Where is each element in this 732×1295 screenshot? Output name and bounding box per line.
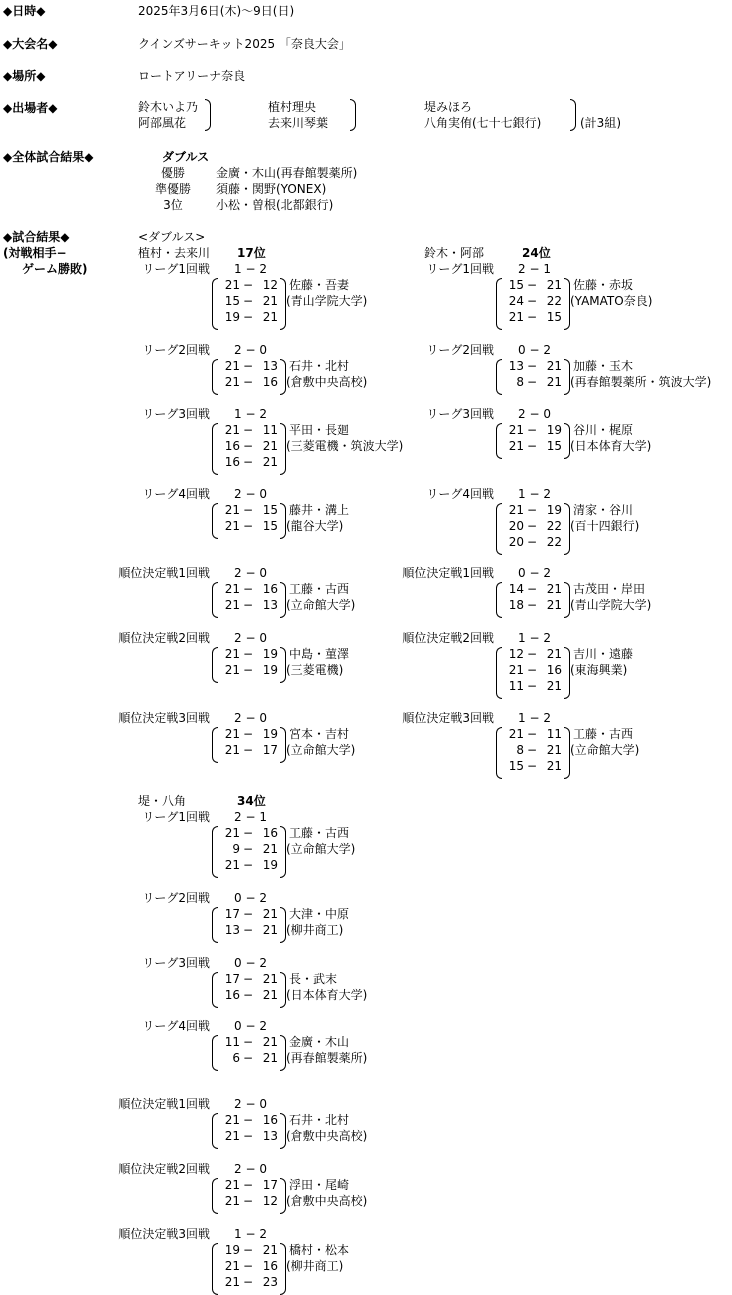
pair-3-player-1: 堤みほろ: [424, 100, 473, 114]
match-round: リーグ2回戦: [142, 891, 210, 905]
opponent-team: (倉敷中央高校): [286, 1194, 368, 1208]
score-separator: −: [242, 375, 254, 389]
match-round: リーグ3回戦: [142, 956, 210, 970]
game-score-own: 21: [224, 647, 240, 661]
opponent-names: 工藤・古西: [289, 582, 350, 596]
score-separator: −: [526, 727, 538, 741]
opponent-names: 吉川・遠藤: [573, 647, 634, 661]
game-score-opponent: 16: [262, 826, 278, 840]
results-label: ◆試合結果◆: [3, 230, 70, 244]
match-result: 2 − 0: [234, 566, 267, 580]
game-score-own: 17: [224, 972, 240, 986]
game-score-opponent: 21: [262, 988, 278, 1002]
opponent-names: 長・武末: [289, 972, 338, 986]
match-result: 1 − 2: [518, 487, 551, 501]
match-result: 1 − 2: [234, 262, 267, 276]
pair-2-bracket: [350, 99, 356, 131]
opponent-team: (三菱電機): [286, 663, 344, 677]
opponent-team: (再春館製薬所・筑波大学): [570, 375, 712, 389]
game-score-own: 19: [224, 310, 240, 324]
opponent-names: 大津・中原: [289, 907, 350, 921]
match-round: 順位決定戦2回戦: [118, 631, 210, 645]
game-score-own: 20: [508, 535, 524, 549]
game-score-own: 21: [224, 278, 240, 292]
game-score-own: 13: [508, 359, 524, 373]
match-result: 0 − 2: [234, 891, 267, 905]
game-score-opponent: 21: [262, 972, 278, 986]
score-separator: −: [526, 759, 538, 773]
overall-names-3: 小松・曽根(北都銀行): [216, 198, 334, 212]
game-score-opponent: 21: [546, 598, 562, 612]
overall-names-2: 須藤・関野(YONEX): [216, 182, 327, 196]
match-result: 1 − 2: [234, 1227, 267, 1241]
score-separator: −: [242, 294, 254, 308]
game-score-own: 21: [224, 359, 240, 373]
match-round: 順位決定戦1回戦: [118, 1097, 210, 1111]
score-separator: −: [242, 1178, 254, 1192]
team-3-rank: 34位: [237, 794, 266, 808]
pair-3-bracket: [570, 99, 576, 131]
game-score-own: 21: [224, 1259, 240, 1273]
game-score-own: 21: [224, 1129, 240, 1143]
game-score-own: 21: [508, 310, 524, 324]
match-round: リーグ4回戦: [142, 487, 210, 501]
match-round: 順位決定戦2回戦: [402, 631, 494, 645]
match-round: リーグ1回戦: [426, 262, 494, 276]
opponent-team: (立命館大学): [286, 743, 356, 757]
game-score-opponent: 15: [262, 519, 278, 533]
match-round: リーグ3回戦: [142, 407, 210, 421]
opponent-names: 谷川・梶原: [573, 423, 634, 437]
score-separator: −: [242, 743, 254, 757]
team-1-name: 植村・去来川: [138, 246, 211, 260]
game-score-opponent: 21: [262, 842, 278, 856]
score-separator: −: [242, 647, 254, 661]
game-score-own: 15: [508, 278, 524, 292]
score-separator: −: [242, 842, 254, 856]
opponent-names: 中島・菫澤: [289, 647, 350, 661]
match-result: 2 − 0: [234, 1162, 267, 1176]
score-separator: −: [526, 519, 538, 533]
score-separator: −: [242, 310, 254, 324]
opponent-names: 金廣・木山: [289, 1035, 350, 1049]
opponent-team: (柳井商工): [286, 923, 344, 937]
opponent-names: 石井・北村: [289, 1113, 350, 1127]
match-round: リーグ1回戦: [142, 810, 210, 824]
match-result: 2 − 0: [234, 1097, 267, 1111]
game-score-own: 21: [224, 663, 240, 677]
game-score-opponent: 22: [546, 519, 562, 533]
score-separator: −: [242, 858, 254, 872]
game-score-opponent: 16: [546, 663, 562, 677]
opponent-team: (青山学院大学): [286, 294, 368, 308]
game-score-own: 8: [516, 375, 524, 389]
game-score-own: 21: [224, 727, 240, 741]
score-separator: −: [526, 679, 538, 693]
game-score-own: 16: [224, 988, 240, 1002]
match-result: 2 − 1: [518, 262, 551, 276]
score-separator: −: [242, 1129, 254, 1143]
game-score-own: 15: [508, 759, 524, 773]
score-separator: −: [242, 923, 254, 937]
game-score-opponent: 16: [262, 1113, 278, 1127]
venue-value: ロートアリーナ奈良: [138, 69, 246, 83]
game-score-own: 11: [224, 1035, 240, 1049]
opponent-team: (立命館大学): [286, 598, 356, 612]
players-total: (計3組): [580, 116, 621, 130]
overall-category: ダブルス: [162, 150, 210, 164]
pair-2-player-1: 植村理央: [268, 100, 317, 114]
game-score-own: 21: [224, 375, 240, 389]
game-score-own: 21: [224, 1113, 240, 1127]
game-score-opponent: 19: [262, 663, 278, 677]
game-score-own: 18: [508, 598, 524, 612]
score-separator: −: [242, 1051, 254, 1065]
date-label: ◆日時◆: [3, 4, 46, 18]
game-score-opponent: 16: [262, 582, 278, 596]
match-result: 2 − 0: [234, 487, 267, 501]
game-score-opponent: 21: [546, 679, 562, 693]
game-score-own: 11: [508, 679, 524, 693]
game-score-opponent: 21: [262, 455, 278, 469]
game-score-opponent: 15: [546, 439, 562, 453]
game-score-opponent: 21: [546, 759, 562, 773]
game-score-opponent: 13: [262, 598, 278, 612]
opponent-team: (日本体育大学): [570, 439, 652, 453]
game-score-opponent: 13: [262, 1129, 278, 1143]
game-score-own: 21: [224, 423, 240, 437]
date-value: 2025年3月6日(木)〜9日(日): [138, 4, 295, 18]
score-separator: −: [526, 503, 538, 517]
game-score-opponent: 11: [262, 423, 278, 437]
score-separator: −: [242, 1259, 254, 1273]
game-score-opponent: 21: [262, 439, 278, 453]
match-result: 1 − 2: [518, 711, 551, 725]
game-score-opponent: 13: [262, 359, 278, 373]
score-separator: −: [242, 907, 254, 921]
game-score-opponent: 19: [262, 858, 278, 872]
score-separator: −: [526, 647, 538, 661]
score-separator: −: [242, 1113, 254, 1127]
score-separator: −: [526, 439, 538, 453]
score-separator: −: [242, 278, 254, 292]
opponent-names: 佐藤・吾妻: [289, 278, 350, 292]
score-separator: −: [242, 727, 254, 741]
game-score-opponent: 21: [262, 310, 278, 324]
pair-1-player-1: 鈴木いよ乃: [138, 100, 199, 114]
game-score-opponent: 21: [546, 278, 562, 292]
game-score-own: 20: [508, 519, 524, 533]
game-score-own: 9: [232, 842, 240, 856]
match-round: リーグ4回戦: [426, 487, 494, 501]
game-score-opponent: 21: [546, 647, 562, 661]
game-score-opponent: 21: [546, 582, 562, 596]
game-score-opponent: 21: [262, 923, 278, 937]
match-round: リーグ2回戦: [142, 343, 210, 357]
match-round: 順位決定戦2回戦: [118, 1162, 210, 1176]
game-score-opponent: 21: [546, 359, 562, 373]
score-separator: −: [526, 310, 538, 324]
venue-label: ◆場所◆: [3, 69, 46, 83]
game-score-own: 8: [516, 743, 524, 757]
game-score-own: 13: [224, 923, 240, 937]
game-score-own: 6: [232, 1051, 240, 1065]
match-result: 1 − 2: [518, 631, 551, 645]
game-score-opponent: 21: [546, 375, 562, 389]
opponent-team: (日本体育大学): [286, 988, 368, 1002]
opponent-names: 石井・北村: [289, 359, 350, 373]
match-round: 順位決定戦1回戦: [402, 566, 494, 580]
match-round: リーグ1回戦: [142, 262, 210, 276]
players-label: ◆出場者◆: [3, 101, 58, 115]
game-score-opponent: 15: [262, 503, 278, 517]
match-result: 2 − 0: [234, 711, 267, 725]
game-score-opponent: 21: [262, 1243, 278, 1257]
score-separator: −: [242, 1275, 254, 1289]
game-score-own: 12: [508, 647, 524, 661]
opponent-names: 佐藤・赤坂: [573, 278, 634, 292]
opponent-names: 平田・長廻: [289, 423, 350, 437]
match-round: リーグ4回戦: [142, 1019, 210, 1033]
opponent-team: (立命館大学): [570, 743, 640, 757]
game-score-opponent: 19: [262, 647, 278, 661]
game-score-opponent: 19: [262, 727, 278, 741]
match-round: 順位決定戦3回戦: [118, 1227, 210, 1241]
match-result: 0 − 2: [234, 956, 267, 970]
game-score-opponent: 21: [262, 1035, 278, 1049]
game-score-own: 21: [224, 519, 240, 533]
results-category: <ダブルス>: [138, 230, 206, 244]
score-separator: −: [242, 439, 254, 453]
game-score-opponent: 17: [262, 1178, 278, 1192]
game-score-opponent: 19: [546, 503, 562, 517]
game-score-own: 21: [508, 423, 524, 437]
match-result: 2 − 0: [234, 631, 267, 645]
score-separator: −: [526, 598, 538, 612]
game-score-opponent: 23: [262, 1275, 278, 1289]
game-score-own: 21: [224, 1275, 240, 1289]
game-score-own: 21: [224, 582, 240, 596]
game-score-own: 14: [508, 582, 524, 596]
match-round: リーグ3回戦: [426, 407, 494, 421]
score-separator: −: [242, 359, 254, 373]
game-score-own: 21: [224, 1194, 240, 1208]
score-separator: −: [242, 972, 254, 986]
score-separator: −: [526, 278, 538, 292]
game-score-opponent: 19: [546, 423, 562, 437]
pair-2-player-2: 去来川琴葉: [268, 116, 329, 130]
game-score-own: 21: [508, 503, 524, 517]
score-separator: −: [526, 743, 538, 757]
team-2-name: 鈴木・阿部: [424, 246, 485, 260]
opponent-team: (百十四銀行): [570, 519, 640, 533]
game-score-own: 21: [508, 727, 524, 741]
score-separator: −: [526, 582, 538, 596]
opponent-names: 古茂田・岸田: [573, 582, 646, 596]
game-score-own: 16: [224, 455, 240, 469]
opponent-names: 藤井・溝上: [289, 503, 350, 517]
team-1-rank: 17位: [237, 246, 266, 260]
game-score-opponent: 16: [262, 1259, 278, 1273]
game-score-opponent: 22: [546, 535, 562, 549]
match-round: 順位決定戦3回戦: [118, 711, 210, 725]
opponent-team: (立命館大学): [286, 842, 356, 856]
team-2-rank: 24位: [522, 246, 551, 260]
match-result: 0 − 2: [518, 343, 551, 357]
tournament-label: ◆大会名◆: [3, 37, 58, 51]
game-score-opponent: 21: [546, 743, 562, 757]
match-round: リーグ2回戦: [426, 343, 494, 357]
match-result: 0 − 2: [234, 1019, 267, 1033]
opponent-names: 工藤・古西: [289, 826, 350, 840]
score-separator: −: [242, 503, 254, 517]
game-score-own: 21: [224, 1178, 240, 1192]
game-score-own: 24: [508, 294, 524, 308]
match-result: 2 − 0: [234, 343, 267, 357]
match-round: 順位決定戦3回戦: [402, 711, 494, 725]
score-separator: −: [526, 423, 538, 437]
game-score-own: 21: [224, 858, 240, 872]
game-score-own: 16: [224, 439, 240, 453]
score-separator: −: [242, 582, 254, 596]
game-score-opponent: 11: [546, 727, 562, 741]
opponent-team: (三菱電機・筑波大学): [286, 439, 404, 453]
opponent-names: 宮本・吉村: [289, 727, 350, 741]
score-separator: −: [242, 423, 254, 437]
game-score-own: 21: [224, 598, 240, 612]
game-score-own: 21: [508, 439, 524, 453]
score-separator: −: [242, 826, 254, 840]
overall-place-1: 優勝: [160, 166, 185, 180]
opponent-team: (柳井商工): [286, 1259, 344, 1273]
overall-names-1: 金廣・木山(再春館製薬所): [216, 166, 358, 180]
score-separator: −: [526, 359, 538, 373]
opponent-names: 工藤・古西: [573, 727, 634, 741]
opponent-names: 浮田・尾崎: [289, 1178, 350, 1192]
opponent-team: (倉敷中央高校): [286, 375, 368, 389]
team-3-name: 堤・八角: [138, 794, 187, 808]
game-score-opponent: 16: [262, 375, 278, 389]
score-separator: −: [242, 663, 254, 677]
game-score-own: 21: [508, 663, 524, 677]
opponent-names: 橋村・松本: [289, 1243, 350, 1257]
score-separator: −: [526, 375, 538, 389]
score-separator: −: [242, 598, 254, 612]
overall-label: ◆全体試合結果◆: [3, 150, 94, 164]
match-result: 2 − 0: [518, 407, 551, 421]
game-score-opponent: 12: [262, 1194, 278, 1208]
game-score-opponent: 21: [262, 1051, 278, 1065]
pair-1-bracket: [205, 99, 211, 131]
game-score-opponent: 15: [546, 310, 562, 324]
score-separator: −: [242, 988, 254, 1002]
results-sublabel-1: (対戦相手−: [3, 246, 67, 260]
opponent-names: 清家・谷川: [573, 503, 634, 517]
opponent-team: (龍谷大学): [286, 519, 344, 533]
game-score-own: 21: [224, 503, 240, 517]
score-separator: −: [526, 294, 538, 308]
results-sublabel-2: ゲーム勝敗): [22, 262, 88, 276]
score-separator: −: [526, 663, 538, 677]
match-result: 2 − 1: [234, 810, 267, 824]
opponent-team: (青山学院大学): [570, 598, 652, 612]
game-score-own: 15: [224, 294, 240, 308]
opponent-team: (倉敷中央高校): [286, 1129, 368, 1143]
pair-3-player-2: 八角実侑(七十七銀行): [424, 116, 542, 130]
game-score-own: 19: [224, 1243, 240, 1257]
overall-place-3: 3位: [163, 198, 183, 212]
opponent-team: (再春館製薬所): [286, 1051, 368, 1065]
game-score-opponent: 21: [262, 294, 278, 308]
score-separator: −: [242, 455, 254, 469]
score-separator: −: [242, 1194, 254, 1208]
game-score-opponent: 12: [262, 278, 278, 292]
pair-1-player-2: 阿部風花: [138, 116, 187, 130]
score-separator: −: [242, 1243, 254, 1257]
match-result: 0 − 2: [518, 566, 551, 580]
game-score-own: 21: [224, 743, 240, 757]
score-separator: −: [242, 1035, 254, 1049]
tournament-value: クインズサーキット2025 「奈良大会」: [138, 37, 351, 51]
opponent-team: (YAMATO奈良): [570, 294, 653, 308]
score-separator: −: [242, 519, 254, 533]
game-score-own: 21: [224, 826, 240, 840]
match-result: 1 − 2: [234, 407, 267, 421]
game-score-opponent: 21: [262, 907, 278, 921]
match-round: 順位決定戦1回戦: [118, 566, 210, 580]
game-score-opponent: 22: [546, 294, 562, 308]
opponent-team: (東海興業): [570, 663, 628, 677]
overall-place-2: 準優勝: [154, 182, 191, 196]
game-score-own: 17: [224, 907, 240, 921]
opponent-names: 加藤・玉木: [573, 359, 634, 373]
score-separator: −: [526, 535, 538, 549]
game-score-opponent: 17: [262, 743, 278, 757]
